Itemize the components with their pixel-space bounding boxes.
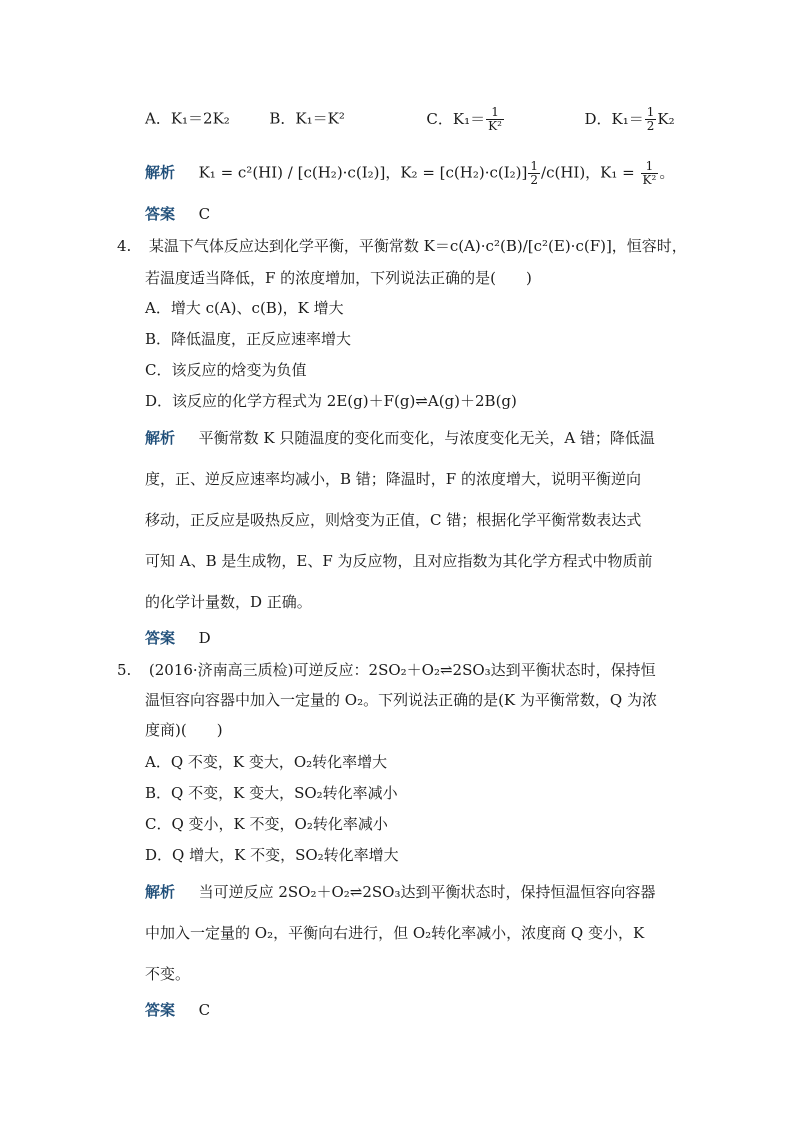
q5-analysis-label: 解析: [145, 883, 176, 901]
q3-option-b: B．K₁＝K²: [269, 109, 345, 128]
q5-stem-line-3: 度商)( ): [145, 721, 223, 739]
q3-answer: [145, 204, 210, 224]
q4-answer-label: 答案: [145, 629, 176, 647]
q4-answer-value: D: [198, 629, 211, 647]
q5-option-d: D．Q 增大，K 不变，SO₂转化率增大: [145, 846, 399, 864]
q5-stem-line-2: 温恒容向容器中加入一定量的 O₂。下列说法正确的是(K 为平衡常数，Q 为浓: [145, 691, 657, 709]
q5-number: 5.: [117, 661, 132, 679]
q5-analysis-line-1: 解析 当可逆反应 2SO₂＋O₂⇌2SO₃达到平衡状态时，保持恒温恒容向容器: [145, 883, 656, 901]
q5-option-a: A．Q 不变，K 变大，O₂转化率增大: [145, 753, 388, 771]
q3-answer-value: C: [198, 205, 211, 223]
q3-analysis-text-1: K₁ = c²(HI) / [c(H₂)·c(I₂)]，K₂ = [c(H₂)·c(I₂)]: [198, 163, 528, 182]
q4-stem-line-2: 若温度适当降低，F 的浓度增加，下列说法正确的是( ): [145, 269, 532, 287]
q4-analysis-line-3: 移动，正反应是吸热反应，则焓变为正值，C 错；根据化学平衡常数表达式: [145, 511, 642, 529]
q4-analysis-line-2: 度，正、逆反应速率均减小，B 错；降温时，F 的浓度增大，说明平衡逆向: [145, 470, 641, 488]
q3-analysis-text-2: /c(HI)，K₁ =: [541, 163, 635, 182]
q3-analysis-fraction-2: $\frac{1}{\text{K²}}$: [642, 159, 657, 187]
q5-answer-label: 答案: [145, 1001, 176, 1019]
q4-answer: [145, 628, 211, 648]
q5-option-b: B．Q 不变，K 变大，SO₂转化率减小: [145, 784, 398, 802]
q4-number: 4.: [117, 237, 132, 255]
q4-stem-line-1: 4. 某温下气体反应达到化学平衡，平衡常数 K＝c(A)·c²(B)/[c²(E)·c(F)]，恒容时，: [117, 237, 687, 255]
q3-option-a: A．K₁＝2K₂: [145, 109, 230, 128]
q5-analysis-line-3: 不变。: [145, 965, 191, 983]
q3-option-c: C．K₁＝ $\frac{1}{\text{K²}}$: [426, 105, 502, 133]
q5-answer: [145, 1000, 210, 1020]
q5-option-c: C．Q 变小，K 不变，O₂转化率减小: [145, 815, 388, 833]
q4-analysis-label: 解析: [145, 429, 176, 447]
q4-analysis-line-5: 的化学计量数，D 正确。: [145, 593, 312, 611]
q4-option-a: A．增大 c(A)、c(B)，K 增大: [145, 299, 344, 317]
q3-option-d-fraction: $\frac{1}{2}$: [646, 105, 655, 133]
q3-analysis-text-3: 。: [659, 163, 675, 182]
q3-option-c-fraction: $\frac{1}{\text{K²}}$: [488, 105, 502, 133]
q3-option-d: D．K₁＝ $\frac{1}{2}$ K₂: [584, 105, 675, 133]
q5-answer-value: C: [198, 1001, 211, 1019]
q3-answer-label: 答案: [145, 205, 176, 223]
q4-option-c: C．该反应的焓变为负值: [145, 361, 307, 379]
q3-analysis-fraction-1: $\frac{1}{2}$: [530, 159, 539, 187]
q3-analysis: [145, 160, 674, 187]
q4-analysis-line-4: 可知 A、B 是生成物，E、F 为反应物，且对应指数为其化学方程式中物质前: [145, 552, 653, 570]
q5-analysis-line-2: 中加入一定量的 O₂，平衡向右进行，但 O₂转化率减小，浓度商 Q 变小，K: [145, 924, 645, 942]
q3-options-row: [145, 106, 675, 133]
q3-analysis-label: 解析: [145, 163, 176, 182]
q4-option-b: B．降低温度，正反应速率增大: [145, 330, 352, 348]
q5-stem-line-1: 5. (2016·济南高三质检)可逆反应：2SO₂＋O₂⇌2SO₃达到平衡状态时，保持恒: [117, 661, 656, 679]
q4-option-d: D．该反应的化学方程式为 2E(g)＋F(g)⇌A(g)＋2B(g): [145, 392, 517, 410]
q4-analysis-line-1: 解析 平衡常数 K 只随温度的变化而变化，与浓度变化无关，A 错；降低温: [145, 429, 655, 447]
